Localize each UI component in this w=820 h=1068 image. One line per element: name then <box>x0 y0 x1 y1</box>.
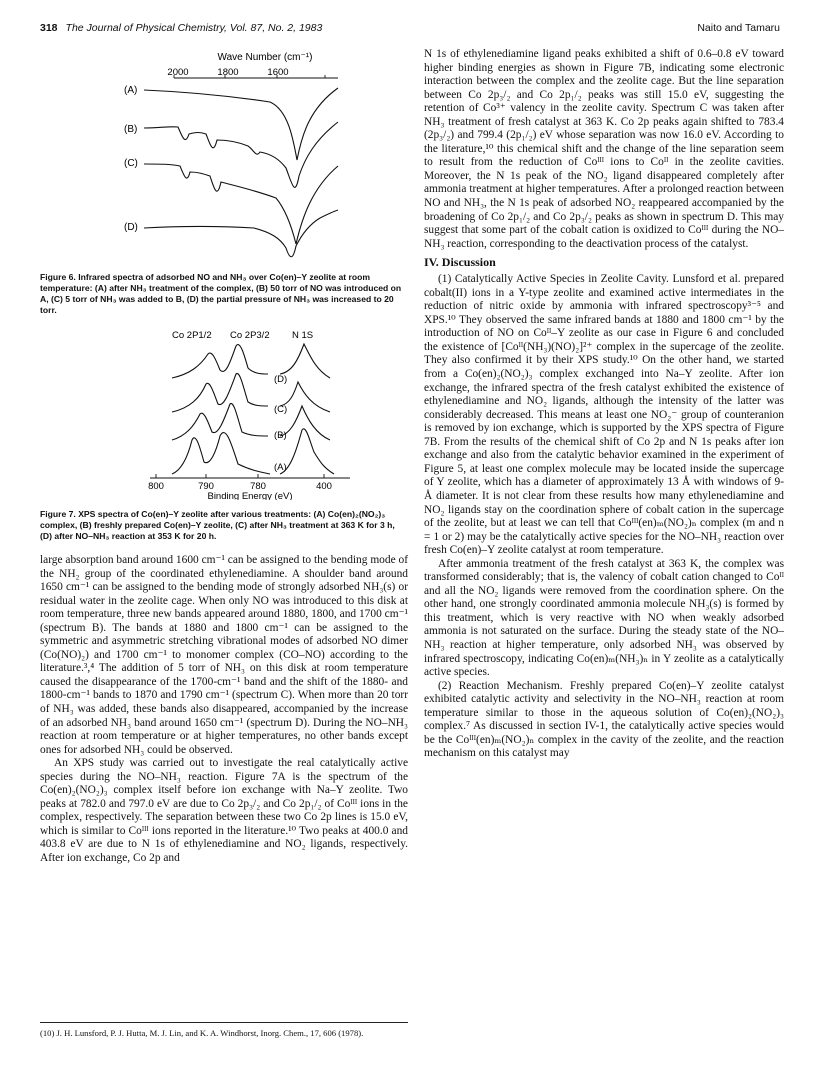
figure-6-plot <box>40 48 408 263</box>
fig6-curve-b <box>144 122 338 187</box>
fig6-tick: 1600 <box>267 67 289 78</box>
fig7-tick: 400 <box>316 481 332 492</box>
fig7-curve-d-co <box>172 345 268 378</box>
page-number: 318 <box>40 22 58 34</box>
right-column <box>424 48 784 761</box>
fig7-curve-d-n <box>280 344 330 378</box>
body-paragraph: N 1s of ethylenediamine ligand peaks exhibited a shift of 0.6–0.8 eV toward higher binding energies as shown in Figure 7B, indicating some electronic interaction between the complex and the zeolite cage. But the line separation between Co 2p₃/₂ and Co 2p₁/₂ peaks was still 15.0 eV, suggesting the retention of Co³⁺ valency in the zeolite cavity. Spectrum C was taken after NH₃ treatment of fresh catalyst at 363 K. Co 2p peaks again shifted to 783.4 (2p₃/₂) and 799.4 (2p₁/₂) eV whose separation was now 16.0 eV. According to the literature,¹⁰ this chemical shift and the change of the line separation seem to result from the reduction of Coᴵᴵᴵ ions to Coᴵᴵ in the zeolite cavities. Moreover, the N 1s peak of the NO₂ ligand disappeared completely after ammonia treatment at higher temperatures. After a prolonged reaction between NO and NH₃, the N 1s peak of adsorbed NO₂ reappeared accompanied by the broadening of Co 2p₁/₂ and Co 2p₃/₂ peaks as shown in spectrum D. This may suggest that some part of the cobalt cation is oxidized to Coᴵᴵᴵ during the NO–NH₃ reaction, corresponding to the deactivation process of the catalyst. <box>424 48 784 250</box>
body-paragraph: After ammonia treatment of the fresh catalyst at 363 K, the complex was transformed considerably; that is, the valency of cobalt cation changed to Coᴵᴵ and all the NO₂ ligands were removed from the coordination sphere. On the other hand, one strongly coordinated ammonia molecule NH₃(s) is formed by this treatment, which is very reactive with NO when weakly adsorbed ammonia is not saturated on the surface. During the steady state of the NO–NH₃ reaction at higher temperature, only adsorbed NH₃ was observed by infrared spectroscopy, indicating Co(en)ₘ(NH₃)ₙ in Y zeolite as a catalytically active species. <box>424 557 784 679</box>
header-authors: Naito and Tamaru <box>697 22 780 34</box>
figure-7-caption: Figure 7. XPS spectra of Co(en)–Y zeolite after various treatments: (A) Co(en)₂(NO₂)₃ complex, (B) freshly prepared Co(en)–Y zeolite, (C) after NH₃ treatment at 363 K for 3 h, (D) after NO–NH₃ reaction at 353 K for 20 h. <box>40 509 395 541</box>
fig7-tick: 790 <box>198 481 214 492</box>
fig6-curve-c <box>144 164 338 244</box>
fig7-tick: 780 <box>250 481 266 492</box>
fig7-curve-a-n <box>280 429 334 474</box>
fig7-axis-title: Binding Energy (eV) <box>207 491 293 500</box>
section-heading: IV. Discussion <box>424 255 496 270</box>
fig6-curve-d <box>144 210 338 257</box>
fig6-curve-a <box>144 88 338 160</box>
fig6-label-a: (A) <box>124 85 138 96</box>
body-paragraph: (1) Catalytically Active Species in Zeolite Cavity. Lunsford et al. prepared cobalt(II) ions in a Y-type zeolite and examined active intermediates in the reduction of nitric oxide by ammonia with infrared spectroscopy³⁻⁵ and XPS.¹⁰ They observed the same infrared bands at 1880 and 1800 cm⁻¹ by the introduction of NO on Coᴵᴵ–Y zeolite as our case in Figure 6 and concluded the existence of [Coᴵᴵ(NH₃)(NO)₂]²⁺ complex in the supercage of the zeolite. They also confirmed it by their XPS study.¹⁰ On the other hand, we started from a Co(en)₂(NO₂)₃ complex exchanged into Na–Y zeolite. After ion exchange, the infrared spectra of the fresh catalyst exhibited the existence of ethylenediamine and NO₂ ligands, although the intensity of the latter was considerably decreased. This means at least one NO₂⁻ group of counteranion is removed by ion exchange, which is supported by the XPS spectra of Figure 7B. From the results of the chemical shift of Co 2p and N 1s peaks after ion exchange and also from the catalytic behavior examined in the experiment of Figure 5, at least one complex molecule may be located inside the supercage of Y zeolite, which has a diameter of approximately 13 Å with windows of 9-Å diameter. It is not clear from these results how many ethylenediamine and NO₂ ligands stay on the coordination sphere of cobalt cation in the supercage of the zeolite, but at least we can tell that Coᴵᴵᴵ(en)ₘ(NO₂)ₙ complex (m and n = 1 or 2) may be the catalytically active species for the NO–NH₃ reaction over fresh Co(en)–Y zeolite catalyst at room temperature. <box>424 273 784 557</box>
header-left <box>40 22 322 34</box>
fig7-label-b: (B) <box>274 430 287 441</box>
fig7-peak-label: Co 2P1/2 <box>172 330 212 341</box>
left-column <box>40 48 408 866</box>
fig7-peak-label: N 1S <box>292 330 314 341</box>
page-header <box>40 22 780 38</box>
fig7-curve-b-n <box>280 406 330 440</box>
fig7-label-c: (C) <box>274 404 288 415</box>
fig7-tick: 800 <box>148 481 164 492</box>
figure-6-caption: Figure 6. Infrared spectra of adsorbed NO and NH₃ over Co(en)–Y zeolite at room temperature: (A) after NH₃ treatment of the complex, (B) 50 torr of NO was introduced on A, (C) 5 torr of NH₃ was added to B, (D) the partial pressure of NH₃ was increased to 20 torr. <box>40 272 402 315</box>
body-paragraph: An XPS study was carried out to investigate the real catalytically active species during the NO–NH₃ reaction. Figure 7A is the spectrum of the Co(en)₂(NO₂)₃ complex itself before ion exchange with Na–Y zeolite. Two peaks at 782.0 and 797.0 eV are due to Co 2p₃/₂ and Co 2p₁/₂ of Coᴵᴵᴵ ions in the complex, respectively. The separation between these two Co 2p lines is 15.0 eV, which is similar to Coᴵᴵᴵ ions reported in the literature.¹⁰ Two peaks at 400.0 and 403.8 eV are due to N 1s of ethylenediamine and NO₂ ligands, respectively. After ion exchange, Co 2p and <box>40 757 408 865</box>
footnote: (10) J. H. Lunsford, P. J. Hutta, M. J. Lin, and K. A. Windhorst, Inorg. Chem., 17, 606 (1978). <box>40 1022 408 1039</box>
journal-citation: The Journal of Physical Chemistry, Vol. 87, No. 2, 1983 <box>65 22 323 34</box>
figure-7 <box>40 324 408 542</box>
fig6-axis-title: Wave Number (cm⁻¹) <box>217 52 313 63</box>
fig6-tick: 2000 <box>167 67 189 78</box>
left-body-text <box>40 554 408 866</box>
fig6-label-b: (B) <box>124 124 138 135</box>
fig7-curve-a-co <box>172 433 270 474</box>
body-paragraph: (2) Reaction Mechanism. Freshly prepared Co(en)–Y zeolite catalyst exhibited catalytic activity and selectivity in the NO–NH₃ reaction at room temperature similar to those in the aqueous solution of Co(en)₂(NO₂)₃ complex.⁷ As discussed in section IV-1, the catalytically active species would be the Coᴵᴵᴵ(en)ₘ(NO₂)ₙ complex in the cavity of the zeolite, and the reaction mechanism on this catalyst may <box>424 679 784 760</box>
fig6-label-c: (C) <box>124 158 138 169</box>
figure-6 <box>40 48 408 316</box>
fig7-curve-c-co <box>172 373 268 412</box>
body-paragraph: large absorption band around 1600 cm⁻¹ can be assigned to the bending mode of the NH₂ group of the coordinated ethylenediamine. A shoulder band around 1650 cm⁻¹ can be assigned to the bending mode of strongly adsorbed NH₃(s) or residual water in the zeolite cage. When only NO was introduced to this disk at room temperature, three new bands appeared around 1880, 1800, and 1700 cm⁻¹ (spectrum B). The bands at 1880 and 1800 cm⁻¹ can be assigned to the symmetric and asymmetric stretching vibrational modes of adsorbed NO dimer (Co(NO)₂) and 1700 cm⁻¹ to monomer complex (CO–NO) according to the literature.³,⁴ The addition of 5 torr of NH₃ on this disk at room temperature caused the disappearance of the 1700-cm⁻¹ band and the shift of the 1880- and 1800-cm⁻¹ bands to 1870 and 1790 cm⁻¹ (spectrum C). When more than 20 torr of NH₃ was added, these bands also disappeared, accompanied by the increase of an adsorbed NH₃ band around 1650 cm⁻¹ (spectrum D). During the NO–NH₃ reaction at room temperature or at higher temperatures, no other bands except ones for adsorbed NH₃ could be observed. <box>40 554 408 756</box>
fig6-tick: 1800 <box>217 67 239 78</box>
fig7-peak-label: Co 2P3/2 <box>230 330 270 341</box>
fig7-curve-b-co <box>172 403 268 440</box>
fig7-label-d: (D) <box>274 374 288 385</box>
fig6-label-d: (D) <box>124 222 138 233</box>
fig7-curve-c-n <box>280 382 330 412</box>
fig7-label-a: (A) <box>274 462 287 473</box>
figure-7-plot <box>40 324 408 500</box>
